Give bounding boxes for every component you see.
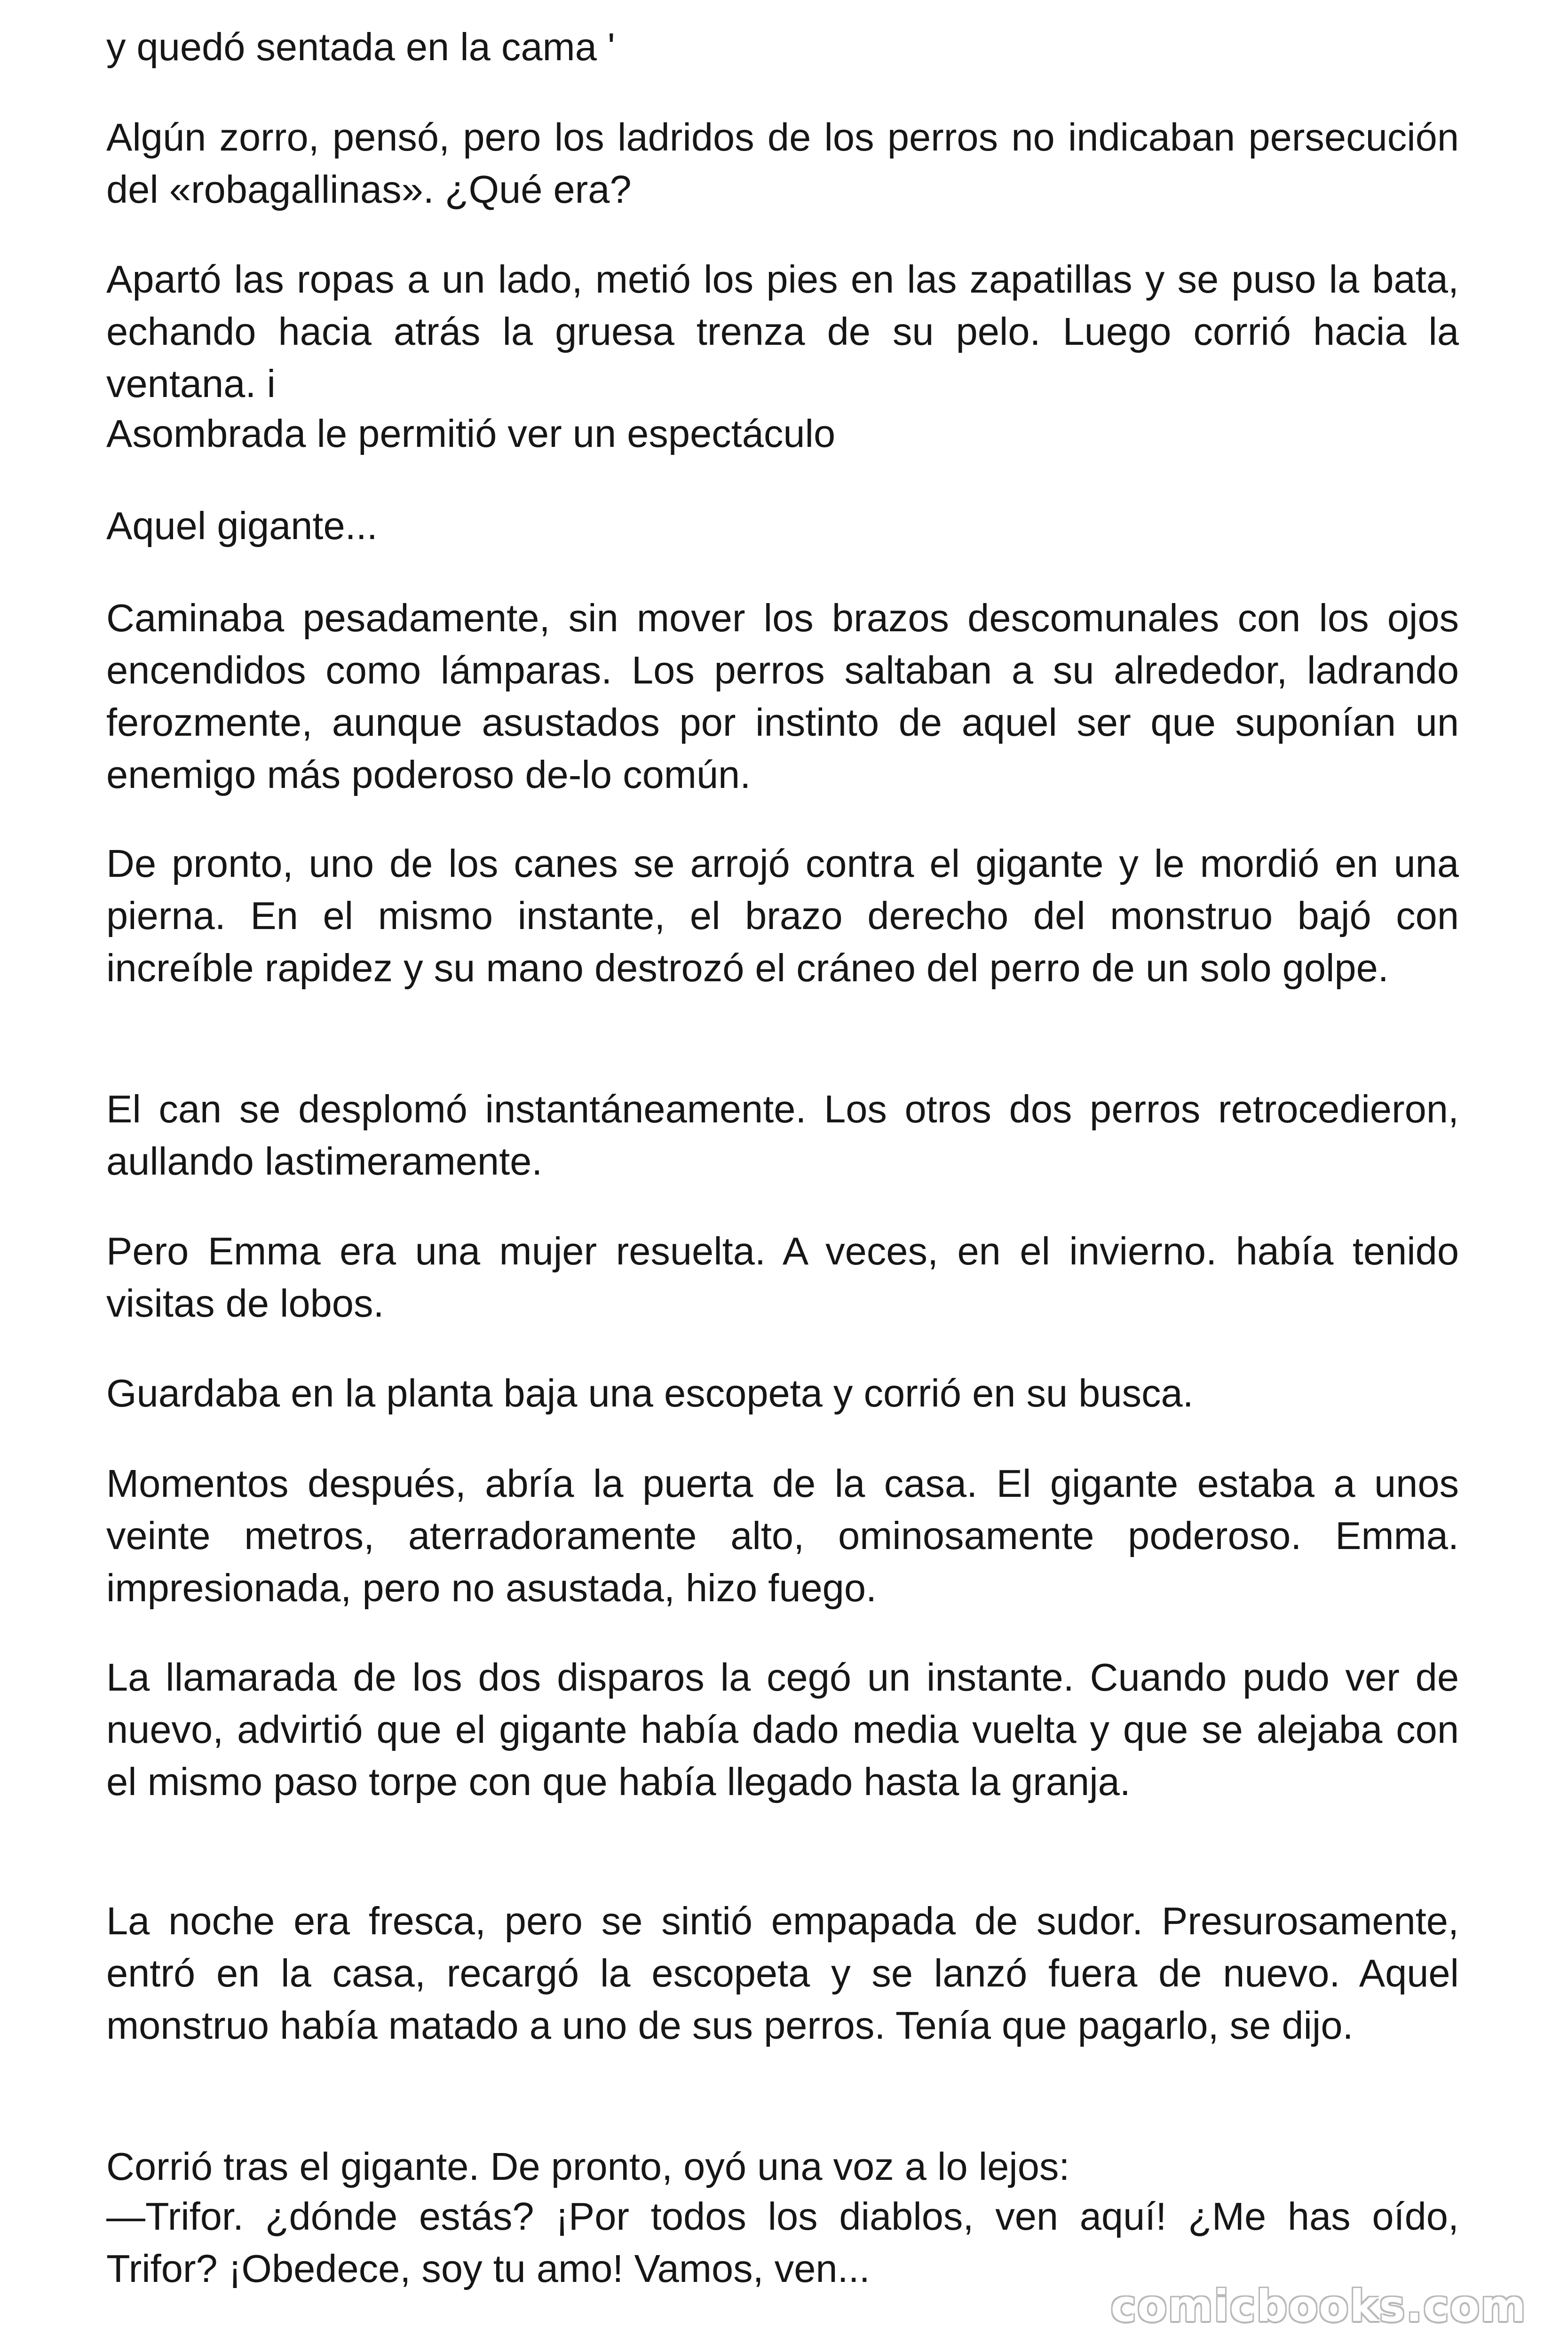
- paragraph: La noche era fresca, pero se sintió empapada de sudor. Presurosamente, entró en la casa, recargó la escopeta y se lanzó fuera de nuevo. Aquel monstruo había matado a uno de sus perros. Tenía que pagarlo, se dijo.: [106, 1899, 1459, 2047]
- paragraph: La llamarada de los dos disparos la cegó un instante. Cuando pudo ver de nuevo, advirtió que el gigante había dado media vuelta y que se alejaba con el mismo paso torpe con que había llegado hasta la granja.: [106, 1655, 1459, 1804]
- paragraph: Asombrada le permitió ver un espectáculo: [106, 412, 836, 455]
- paragraph: El can se desplomó instantáneamente. Los otros dos perros retrocedieron, aullando lastimeramente.: [106, 1087, 1459, 1183]
- paragraph: Guardaba en la planta baja una escopeta y corrió en su busca.: [106, 1371, 1194, 1415]
- paragraph: Corrió tras el gigante. De pronto, oyó una voz a lo lejos:: [106, 2145, 1070, 2188]
- paragraph: Pero Emma era una mujer resuelta. A veces, en el invierno. había tenido visitas de lobos.: [106, 1229, 1459, 1325]
- paragraph: De pronto, uno de los canes se arrojó contra el gigante y le mordió en una pierna. En el mismo instante, el brazo derecho del monstruo bajó con increíble rapidez y su mano destrozó el cráneo del perro de un solo golpe.: [106, 842, 1459, 990]
- paragraph: —Trifor. ¿dónde estás? ¡Por todos los diablos, ven aquí! ¿Me has oído, Trifor? ¡Obedece, soy tu amo! Vamos, ven...: [106, 2194, 1459, 2290]
- paragraph: Caminaba pesadamente, sin mover los brazos descomunales con los ojos encendidos como lámparas. Los perros saltaban a su alrededor, ladrando ferozmente, aunque asustados por instinto de aquel ser que suponían un enemigo más poderoso de-lo común.: [106, 596, 1459, 796]
- watermark-logo: comicbooks.com: [1110, 2281, 1527, 2331]
- paragraph: Apartó las ropas a un lado, metió los pies en las zapatillas y se puso la bata, echando hacia atrás la gruesa trenza de su pelo. Luego corrió hacia la ventana. i: [106, 257, 1459, 405]
- paragraph: Momentos después, abría la puerta de la casa. El gigante estaba a unos veinte metros, aterradoramente alto, ominosamente poderoso. Emma. impresionada, pero no asustada, hizo fuego.: [106, 1462, 1459, 1610]
- paragraph: Aquel gigante...: [106, 504, 378, 548]
- paragraph: y quedó sentada en la cama ': [106, 25, 615, 69]
- paragraph: Algún zorro, pensó, pero los ladridos de los perros no indicaban persecución del «robagallinas». ¿Qué era?: [106, 115, 1459, 211]
